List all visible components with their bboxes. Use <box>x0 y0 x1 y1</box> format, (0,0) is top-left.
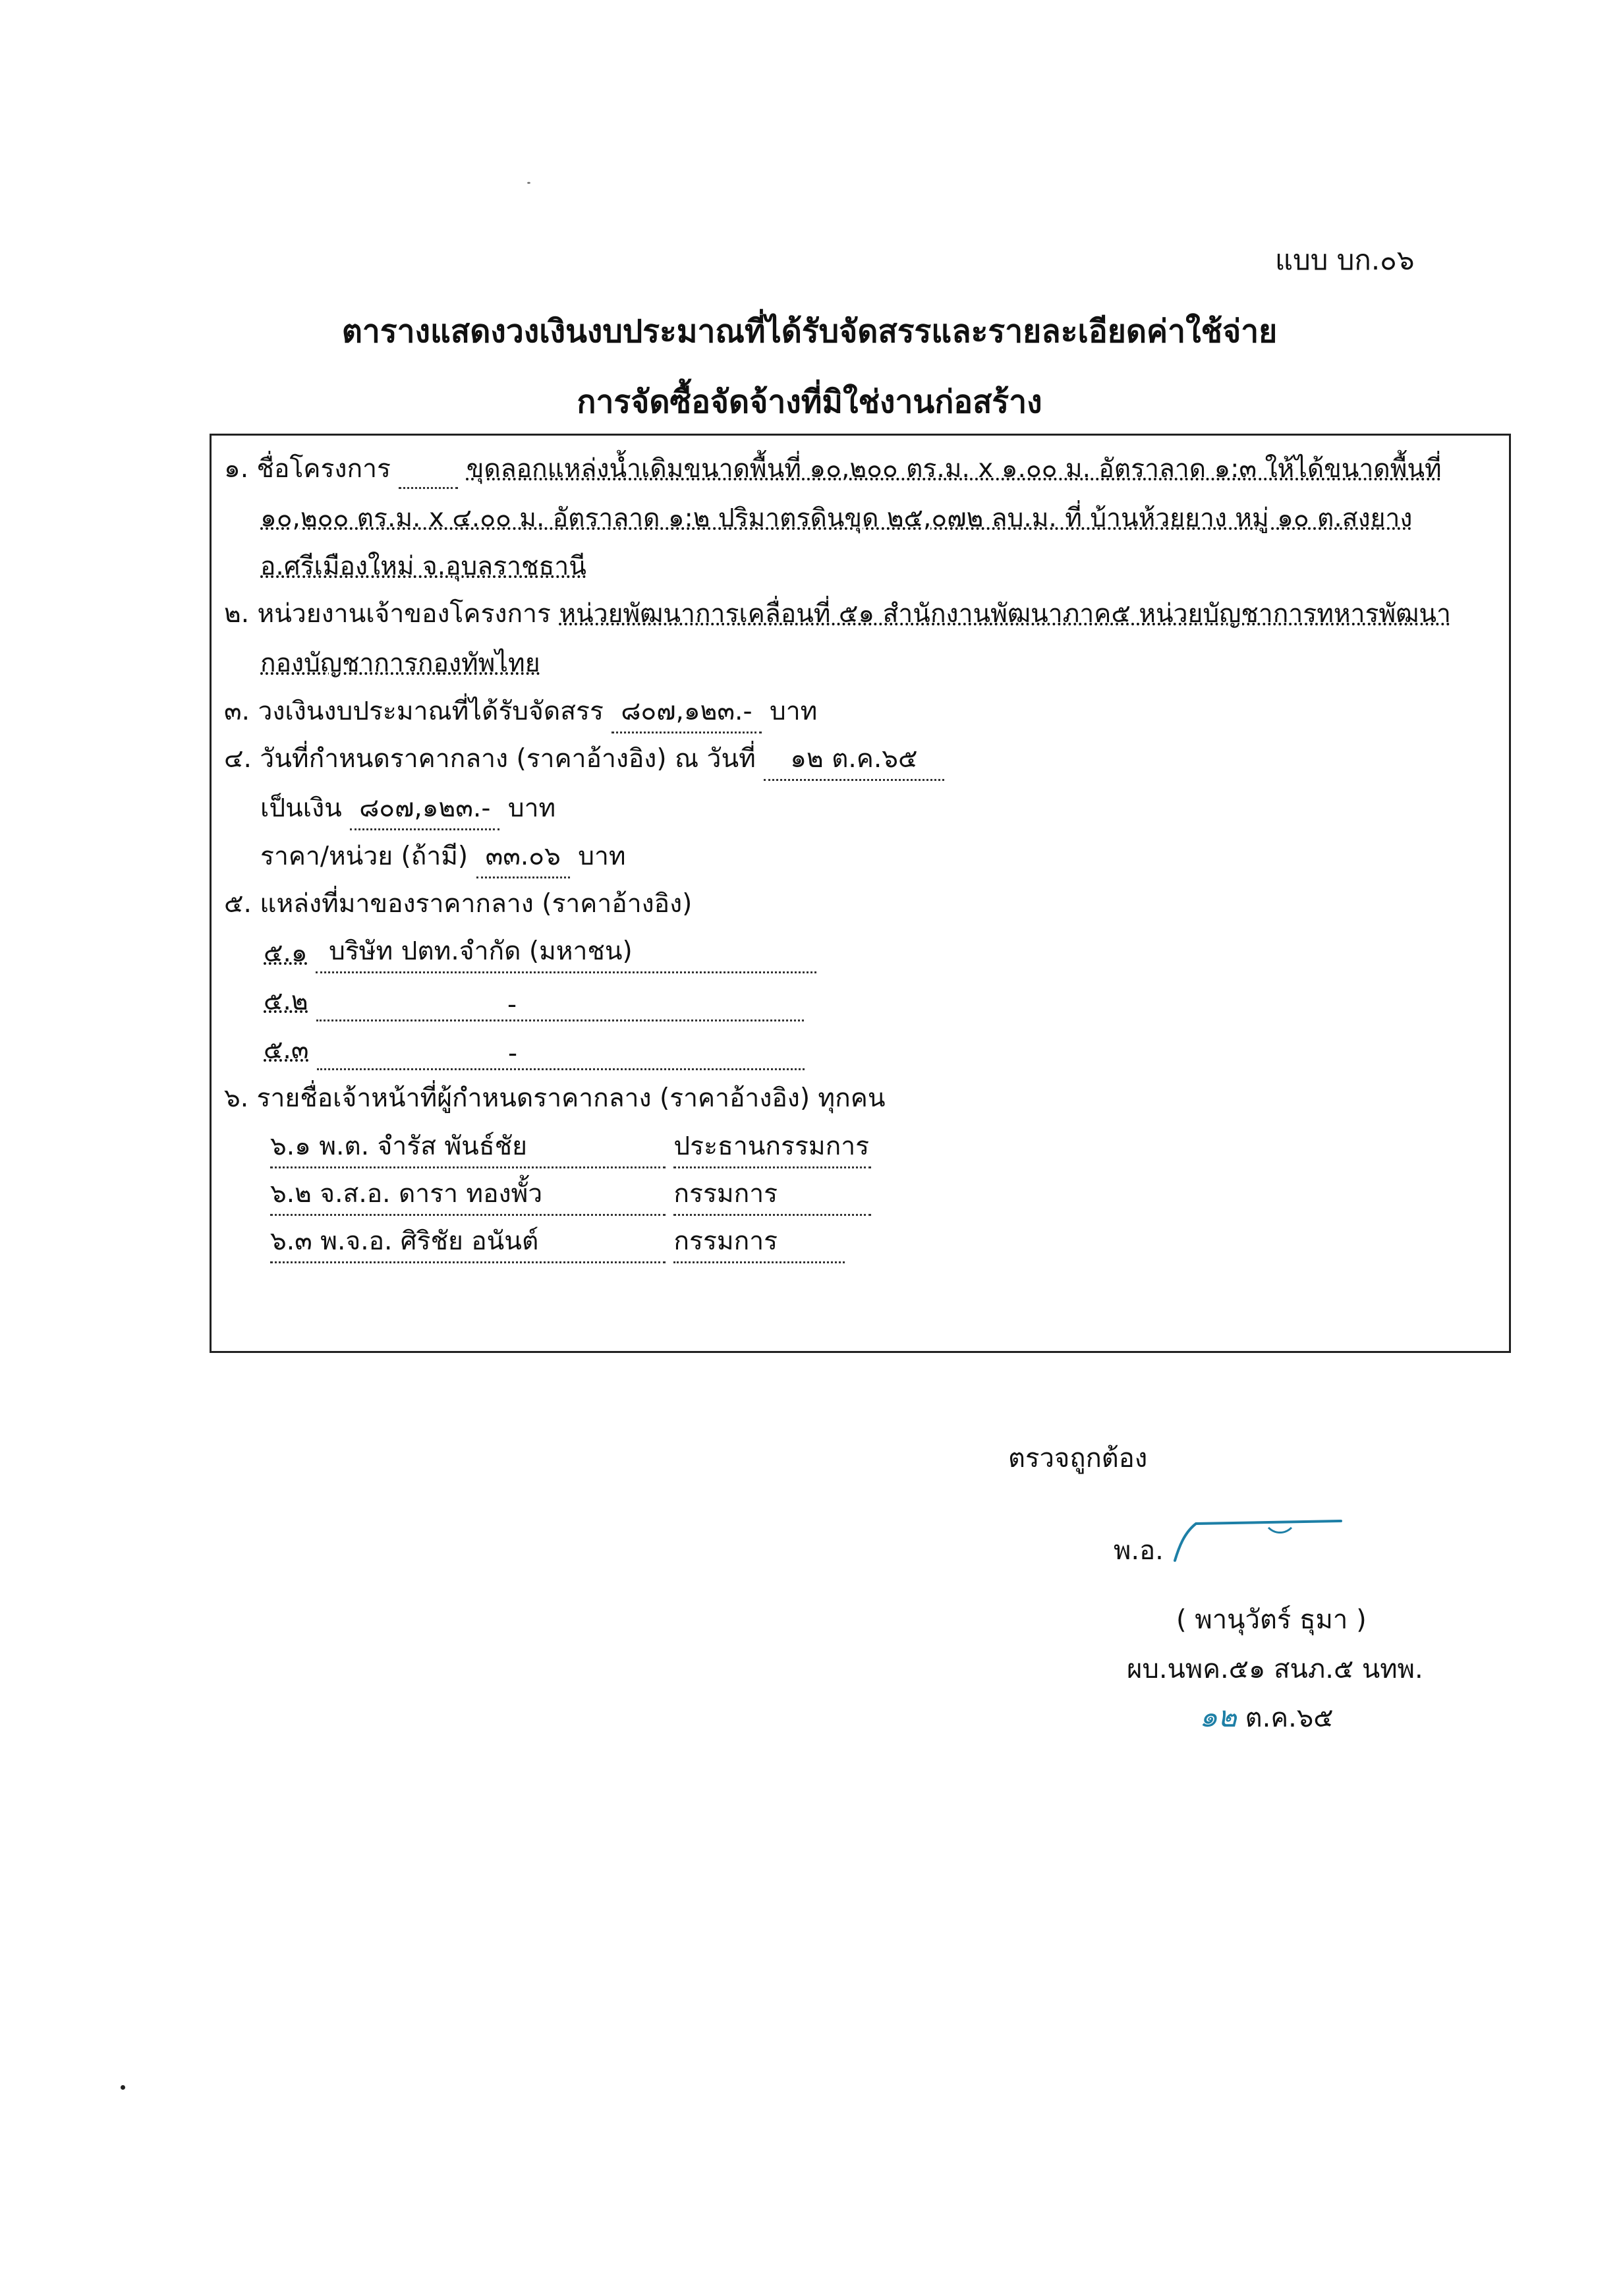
committee-heading: ๖. รายชื่อเจ้าหน้าที่ผู้กำหนดราคากลาง (ราคาอ้างอิง) ทุกคน <box>224 1083 886 1113</box>
form-code: แบบ บก.๐๖ <box>1275 244 1415 276</box>
document-subtitle: การจัดซื้อจัดจ้างที่มิใช่งานก่อสร้าง <box>577 384 1042 420</box>
unit-price-unit: บาท <box>578 842 626 871</box>
owner-agency-label: ๒. หน่วยงานเจ้าของโครงการ <box>224 599 551 629</box>
reference-amount-row <box>260 788 555 830</box>
unit-price-label: ราคา/หน่วย (ถ้ามี) <box>260 842 469 871</box>
price-source-row <box>264 981 804 1021</box>
scan-speck <box>121 2085 125 2090</box>
unit-price-value: ๓๓.๐๖ <box>476 836 570 878</box>
certify-date-day: ๑๒ <box>1199 1700 1237 1734</box>
committee-member-role: ประธานกรรมการ <box>673 1126 871 1168</box>
signer-name: ( พานุวัตร์ ธุมา ) <box>1176 1605 1367 1635</box>
project-name-line1: ขุดลอกแหล่งน้ำเดิมขนาดพื้นที่ ๑๐,๒๐๐ ตร.ม. x ๑.๐๐ ม. อัตราลาด ๑:๓ ให้ได้ขนาดพื้นที่ <box>466 454 1442 484</box>
scan-speck <box>527 182 530 184</box>
document-title: ตารางแสดงวงเงินงบประมาณที่ได้รับจัดสรรและรายละเอียดค่าใช้จ่าย <box>341 313 1278 350</box>
price-source-number: ๕.๓ <box>264 1035 309 1065</box>
committee-member-row <box>270 1173 871 1216</box>
project-name-line2: ๑๐,๒๐๐ ตร.ม. x ๔.๐๐ ม. อัตราลาด ๑:๒ ปริมาตรดินขุด ๒๕,๐๗๒ ลบ.ม. ที่ บ้านห้วยยาง หมู่ ๑๐ ต.สงยาง <box>260 503 1413 533</box>
reference-amount-unit: บาท <box>507 793 556 823</box>
owner-agency-row <box>224 593 1451 634</box>
owner-agency-line1: หน่วยพัฒนาการเคลื่อนที่ ๕๑ สำนักงานพัฒนาภาค๕ หน่วยบัญชาการทหารพัฒนา <box>559 599 1451 629</box>
signer-rank: พ.อ. <box>1114 1535 1164 1566</box>
price-source-text: บริษัท ปตท.จำกัด (มหาชน) <box>316 931 816 973</box>
committee-member-row <box>270 1126 871 1168</box>
budget-value: ๘๐๗,๑๒๓.- <box>611 691 761 733</box>
reference-amount-label: เป็นเงิน <box>260 793 342 823</box>
committee-member-name: ๖.๒ จ.ส.อ. ดารา ทองพั้ว <box>270 1173 666 1216</box>
reference-amount-value: ๘๐๗,๑๒๓.- <box>350 788 499 830</box>
signer-position: ผบ.นพค.๕๑ สนภ.๕ นทพ. <box>1127 1654 1423 1684</box>
price-source-row <box>264 931 816 973</box>
price-source-heading: ๕. แหล่งที่มาของราคากลาง (ราคาอ้างอิง) <box>224 889 693 919</box>
committee-member-row <box>270 1220 845 1263</box>
owner-agency-line2: กองบัญชาการกองทัพไทย <box>260 648 540 678</box>
budget-row <box>224 691 817 733</box>
project-name-line3: อ.ศรีเมืองใหม่ จ.อุบลราชธานี <box>260 552 586 581</box>
project-name-row <box>224 448 1442 489</box>
price-source-text: - <box>316 990 804 1021</box>
reference-date-label: ๔. วันที่กำหนดราคากลาง (ราคาอ้างอิง) ณ วันที่ <box>224 744 756 774</box>
price-source-text: - <box>317 1039 805 1070</box>
budget-label: ๓. วงเงินงบประมาณที่ได้รับจัดสรร <box>224 697 604 726</box>
reference-date-value: ๑๒ ต.ค.๖๕ <box>764 738 944 781</box>
price-source-number: ๕.๒ <box>264 987 308 1016</box>
price-source-number: ๕.๑ <box>264 938 308 968</box>
dot-leader <box>399 487 458 489</box>
committee-member-role: กรรมการ <box>673 1173 871 1216</box>
price-source-row <box>264 1029 805 1070</box>
handwritten-signature <box>1170 1508 1354 1567</box>
budget-unit: บาท <box>769 697 818 726</box>
reference-date-row <box>224 738 944 781</box>
committee-member-name: ๖.๑ พ.ต. จำรัส พันธ์ชัย <box>270 1126 666 1168</box>
certify-date-month-year: ต.ค.๖๕ <box>1245 1703 1334 1733</box>
certify-date <box>1199 1694 1333 1740</box>
committee-member-name: ๖.๓ พ.จ.อ. ศิริชัย อนันต์ <box>270 1220 666 1263</box>
committee-member-role: กรรมการ <box>673 1220 845 1263</box>
project-name-label: ๑. ชื่อโครงการ <box>224 454 391 484</box>
certify-heading: ตรวจถูกต้อง <box>1008 1443 1148 1474</box>
unit-price-row <box>260 836 626 878</box>
